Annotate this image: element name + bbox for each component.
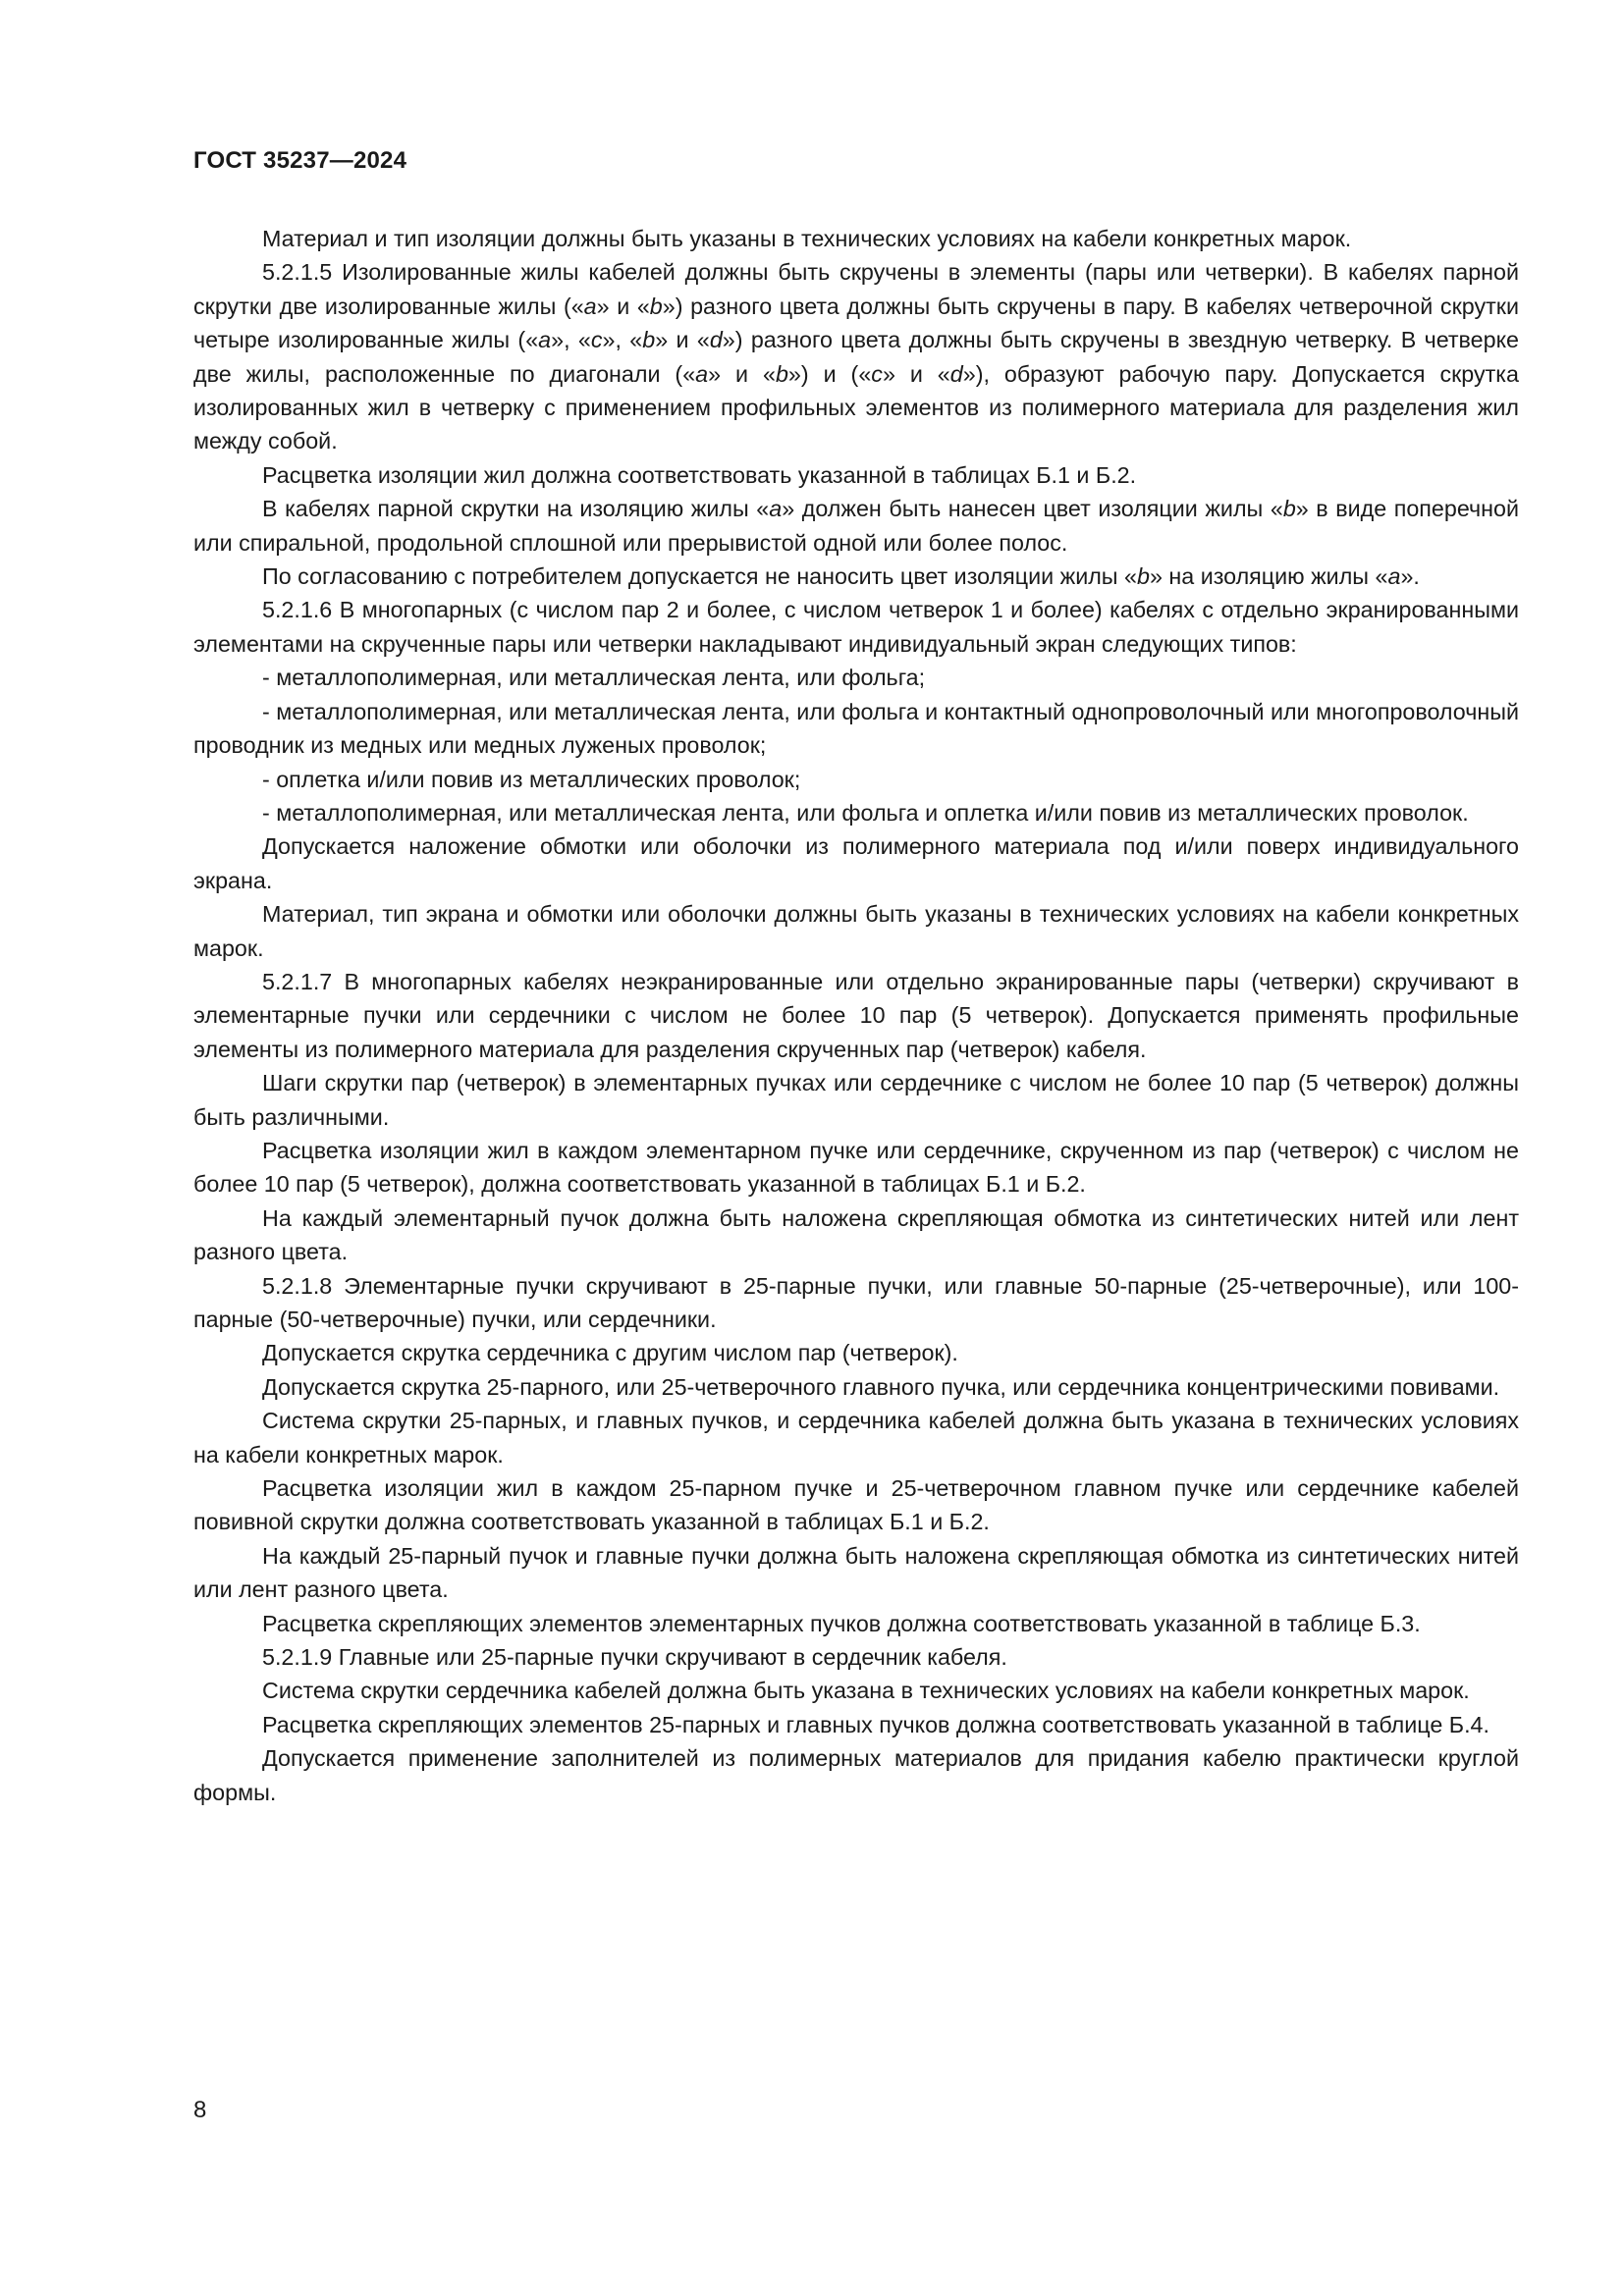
body-paragraph: - оплетка и/или повив из металлических проволок;	[262, 766, 801, 792]
body-paragraph: 5.2.1.9 Главные или 25-парные пучки скручивают в сердечник кабеля.	[262, 1644, 1007, 1671]
body-paragraph: Расцветка изоляции жил в каждом элементарном пучке или сердечнике, скрученном из пар (четверок) с числом не более 10 пар (5 четверок), должна соответствовать указанной в таблицах Б.1 и Б.2.	[193, 1137, 1519, 1198]
body-paragraph: Система скрутки 25-парных, и главных пучков, и сердечника кабелей должна быть указана в технических условиях на кабели конкретных марок.	[193, 1408, 1519, 1468]
body-paragraph: Материал и тип изоляции должны быть указаны в технических условиях на кабели конкретных марок.	[262, 226, 1352, 251]
body-paragraph: По согласованию с потребителем допускается не наносить цвет изоляции жилы «b» на изоляцию жилы «a».	[262, 563, 1420, 590]
body-paragraph: Расцветка скрепляющих элементов 25-парных и главных пучков должна соответствовать указанной в таблице Б.4.	[262, 1711, 1489, 1737]
body-paragraph: Допускается применение заполнителей из полимерных материалов для придания кабелю практически круглой формы.	[193, 1745, 1519, 1805]
body-paragraph: Расцветка изоляции жил в каждом 25-парном пучке и 25-четверочном главном пучке или сердечнике кабелей повивной скрутки должна соответствовать указанной в таблицах Б.1 и Б.2.	[193, 1475, 1519, 1535]
body-paragraph: - металлополимерная, или металлическая лента, или фольга;	[262, 665, 926, 691]
body-paragraph: Расцветка изоляции жил должна соответствовать указанной в таблицах Б.1 и Б.2.	[262, 461, 1137, 488]
body-paragraph: В кабелях парной скрутки на изоляцию жилы «a» должен быть нанесен цвет изоляции жилы «b» в виде поперечной или спиральной, продольной сплошной или прерывистой одной или более полос.	[193, 496, 1519, 556]
body-paragraph: Допускается скрутка 25-парного, или 25-четверочного главного пучка, или сердечника концентрическими повивами.	[262, 1373, 1500, 1400]
body-paragraph: На каждый элементарный пучок должна быть наложена скрепляющая обмотка из синтетических нитей или лент разного цвета.	[193, 1204, 1519, 1265]
body-paragraph: 5.2.1.8 Элементарные пучки скручивают в 25-парные пучки, или главные 50-парные (25-четверочные), или 100-парные (50-четверочные) пучки, или сердечники.	[193, 1272, 1519, 1332]
body-paragraph: На каждый 25-парный пучок и главные пучки должна быть наложена скрепляющая обмотка из синтетических нитей или лент разного цвета.	[193, 1542, 1519, 1603]
body-paragraph: 5.2.1.5 Изолированные жилы кабелей должны быть скручены в элементы (пары или четверки). В кабелях парной скрутки две изолированные жилы («a» и «b») разного цвета должны быть скручены в пару. В кабелях четверочной скрутки четыре изолированные жилы («a», «c», «b» и «d») разного цвета должны быть скручены в звездную четверку. В четверке две жилы, расположенные по диагонали («a» и «b») и («c» и «d»), образуют рабочую пару. Допускается скрутка изолированных жил в четверку с применением профильных элементов из полимерного материала для разделения жил между собой.	[193, 259, 1519, 454]
document-body	[193, 222, 1519, 1809]
body-paragraph: Допускается наложение обмотки или оболочки из полимерного материала под и/или поверх индивидуального экрана.	[193, 833, 1519, 893]
body-paragraph: Система скрутки сердечника кабелей должна быть указана в технических условиях на кабели конкретных марок.	[262, 1678, 1470, 1704]
page-number: 8	[193, 2097, 207, 2123]
body-paragraph: - металлополимерная, или металлическая лента, или фольга и контактный однопроволочный или многопроволочный проводник из медных или медных луженых проволок;	[193, 698, 1519, 759]
body-paragraph: 5.2.1.7 В многопарных кабелях неэкранированные или отдельно экранированные пары (четверки) скручивают в элементарные пучки или сердечники с числом не более 10 пар (5 четверок). Допускается применять профильные элементы из полимерного материала для разделения скрученных пар (четверок) кабеля.	[193, 968, 1519, 1062]
body-paragraph: Шаги скрутки пар (четверок) в элементарных пучках или сердечнике с числом не более 10 пар (5 четверок) должны быть различными.	[193, 1070, 1519, 1130]
body-paragraph: - металлополимерная, или металлическая лента, или фольга и оплетка и/или повив из металлических проволок.	[262, 799, 1469, 826]
body-paragraph: Расцветка скрепляющих элементов элементарных пучков должна соответствовать указанной в таблице Б.3.	[262, 1610, 1421, 1636]
body-paragraph: Материал, тип экрана и обмотки или оболочки должны быть указаны в технических условиях на кабели конкретных марок.	[193, 901, 1519, 961]
body-paragraph: 5.2.1.6 В многопарных (с числом пар 2 и более, с числом четверок 1 и более) кабелях с отдельно экранированными элементами на скрученные пары или четверки накладывают индивидуальный экран следующих типов:	[193, 597, 1519, 657]
document-header: ГОСТ 35237—2024	[193, 147, 407, 174]
body-paragraph: Допускается скрутка сердечника с другим числом пар (четверок).	[262, 1340, 958, 1366]
